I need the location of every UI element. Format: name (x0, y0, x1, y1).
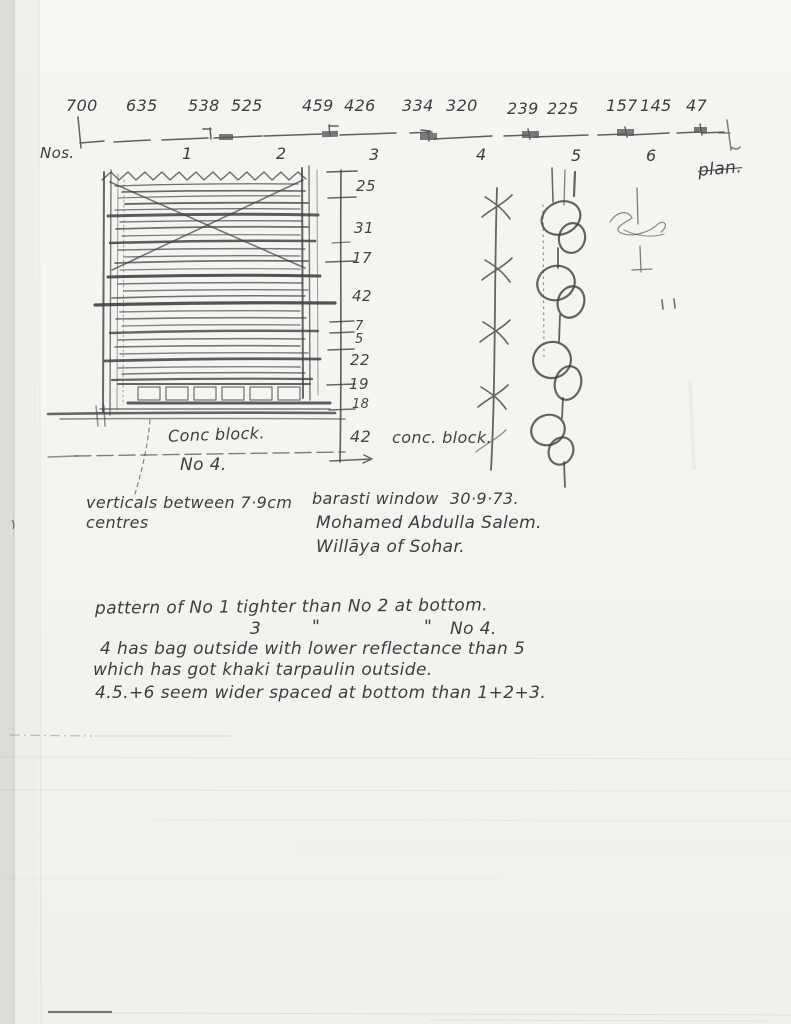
note-title: barasti window 30·9·73. (312, 489, 520, 508)
dimension-value: 225 (547, 99, 579, 118)
page-fold-line (14, 0, 41, 1024)
dimension-value: 538 (188, 96, 220, 115)
bay-number: 5 (571, 146, 582, 165)
nos-label: Nos. (40, 144, 75, 162)
dimension-value: 635 (126, 96, 158, 115)
knot-detail-sketch (610, 188, 675, 309)
dimension-value: 239 (507, 99, 539, 118)
dimension-value: 334 (402, 96, 434, 115)
bay-number: 6 (646, 146, 657, 165)
dimension-value: 47 (686, 96, 708, 115)
scale-tick-label: 7 (355, 319, 364, 334)
observation-line5: 4.5.+6 seem wider spaced at bottom than 1+2+3. (95, 683, 547, 703)
observation-line3: 4 has bag outside with lower reflectance than 5 (100, 639, 526, 659)
dimension-value: 145 (640, 96, 672, 115)
scale-tick-label: 25 (356, 177, 376, 195)
bay-number: 2 (276, 144, 287, 163)
dimension-value: 700 (66, 96, 98, 115)
dimension-value: 426 (344, 96, 376, 115)
note-spacing-line1: verticals between 7·9cm (86, 493, 293, 512)
scale-tick-label: 5 (355, 332, 364, 347)
dimension-value: 459 (302, 96, 334, 115)
observation-line2-label: No 4. (450, 619, 497, 639)
window-sketch (48, 166, 345, 426)
observation-line2-ditto: " (312, 617, 321, 637)
scale-tick-label: 19 (349, 375, 369, 393)
note-place: Willāya of Sohar. (316, 537, 466, 557)
bay-number: 3 (369, 145, 380, 164)
observation-line2-number: 3 (250, 619, 262, 639)
scale-base-label: conc. block. (392, 428, 493, 447)
plan-label: plan. (697, 157, 743, 181)
scale-tick-label: 17 (352, 249, 372, 267)
scale-tick-label: 42 (352, 287, 372, 305)
bay-number: 1 (182, 144, 193, 163)
note-spacing-line2: centres (86, 513, 149, 532)
observation-line4: which has got khaki tarpaulin outside. (93, 660, 433, 680)
dimension-value: 320 (446, 96, 478, 115)
scale-tick-label: 18 (352, 397, 370, 412)
observation-line1: pattern of No 1 tighter than No 2 at bottom. (94, 595, 488, 619)
bay-number: 4 (476, 145, 487, 164)
top-dimension-line (78, 117, 740, 150)
dimension-value: 525 (231, 96, 263, 115)
dimension-value: 157 (606, 96, 638, 115)
scale-tick-label: 31 (354, 219, 374, 237)
observation-line2-ditto: " (424, 617, 433, 637)
note-name: Mohamed Abdulla Salem. (316, 513, 542, 533)
conc-block-label: Conc block. (167, 423, 266, 446)
scale-base-value: 42 (350, 427, 372, 446)
window-number-label: No 4. (180, 455, 227, 475)
weave-chain-sketch (527, 168, 589, 487)
scale-tick-label: 22 (350, 351, 370, 369)
